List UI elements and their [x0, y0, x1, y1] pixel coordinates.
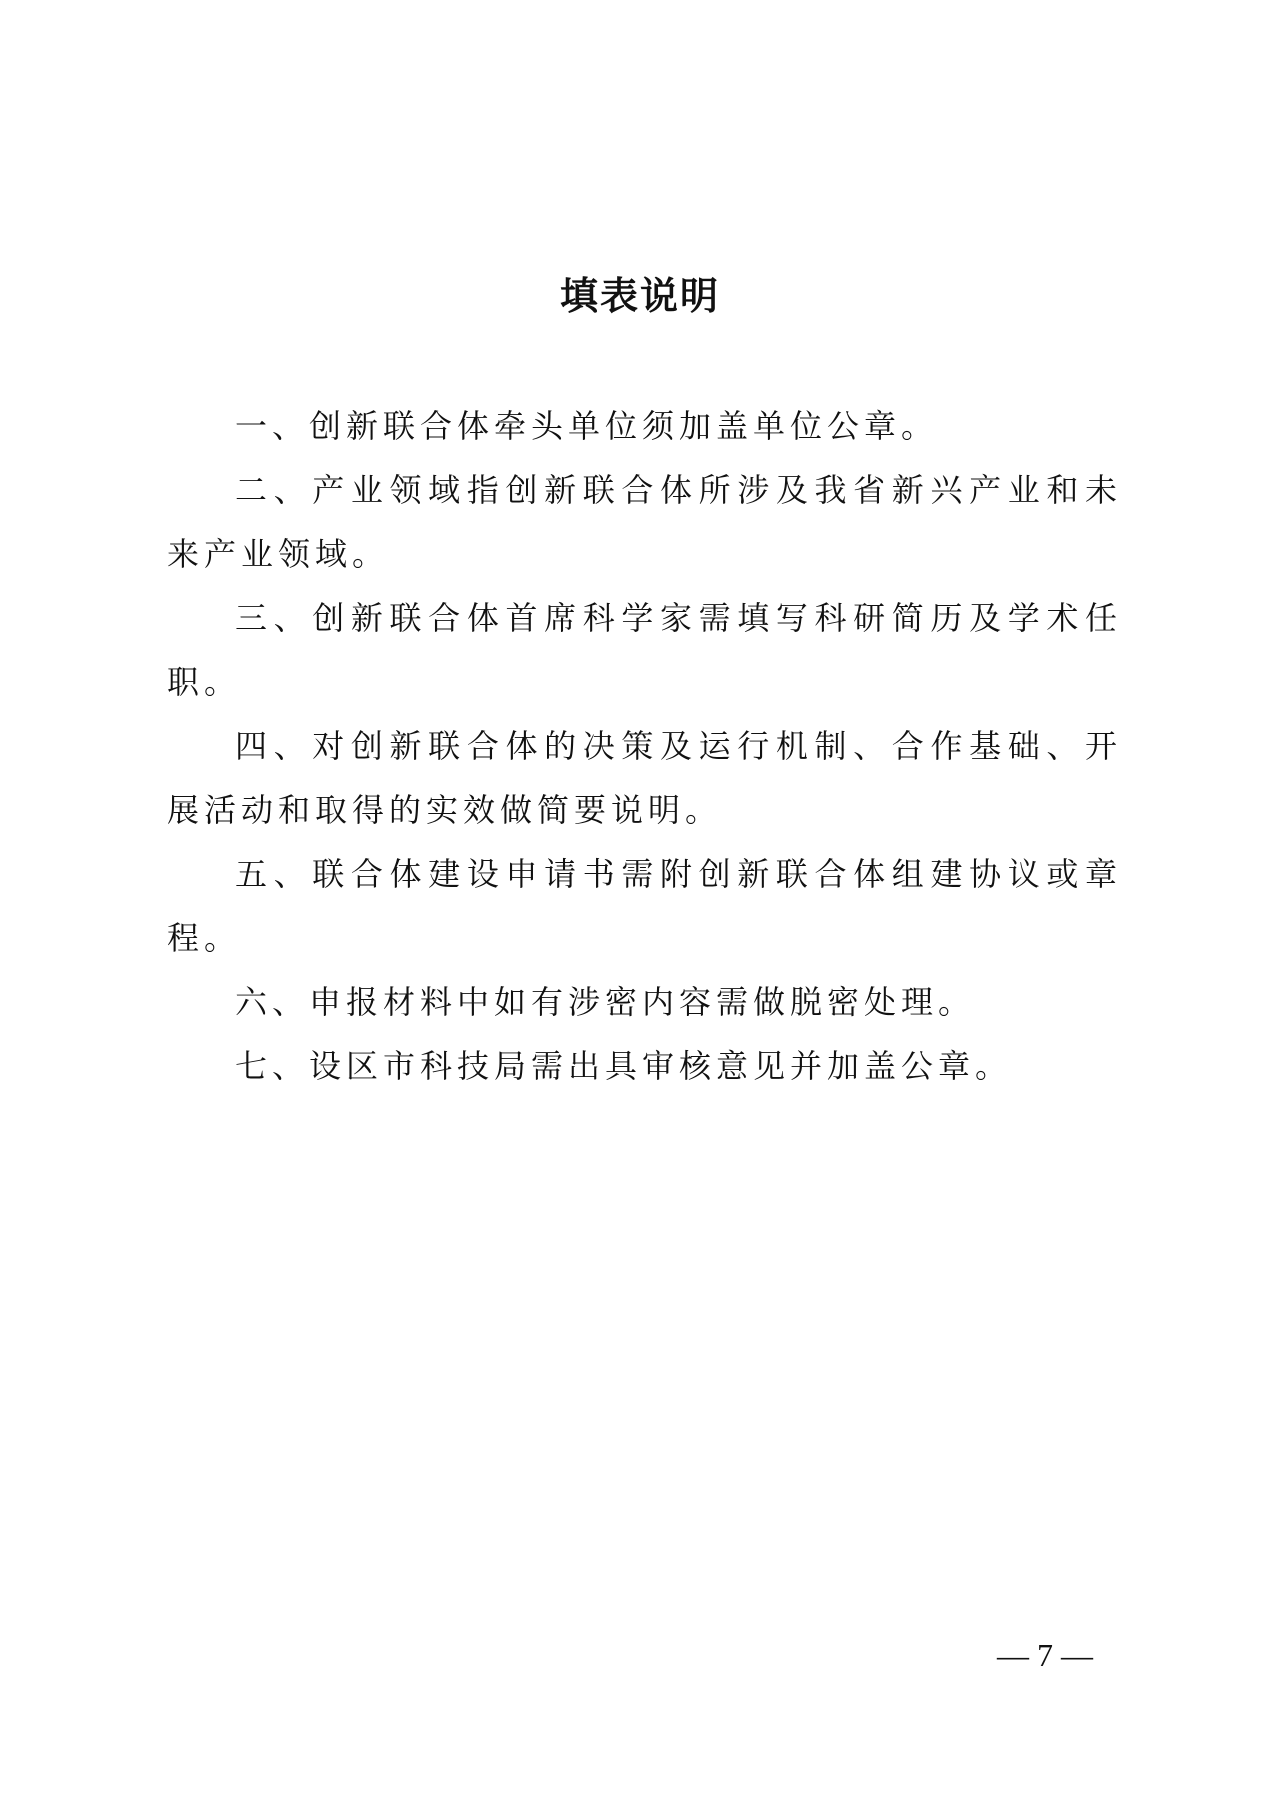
instruction-item: 六、申报材料中如有涉密内容需做脱密处理。 [235, 983, 976, 1021]
page-title: 填表说明 [559, 274, 720, 318]
instruction-item: 七、设区市科技局需出具审核意见并加盖公章。 [235, 1047, 1013, 1085]
instruction-item: 一、创新联合体牵头单位须加盖单位公章。 [235, 407, 939, 445]
instruction-item: 二、产业领域指创新联合体所涉及我省新兴产业和未来产业领域。 [167, 471, 1122, 573]
instruction-list [167, 394, 1122, 1098]
page-number: — 7 — [997, 1637, 1093, 1673]
instruction-item: 四、对创新联合体的决策及运行机制、合作基础、开展活动和取得的实效做简要说明。 [167, 727, 1122, 829]
instruction-item: 五、联合体建设申请书需附创新联合体组建协议或章程。 [167, 855, 1122, 957]
instruction-item: 三、创新联合体首席科学家需填写科研简历及学术任职。 [167, 599, 1122, 701]
